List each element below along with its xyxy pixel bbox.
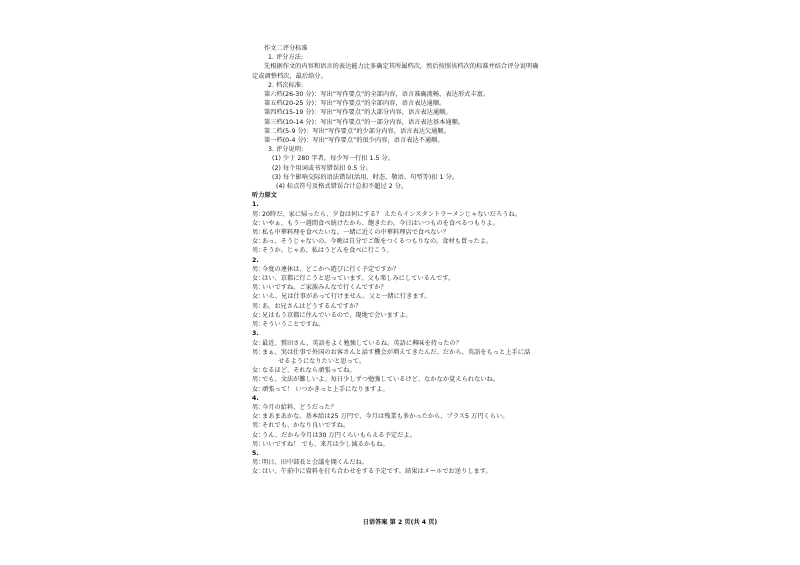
dialogue-text: せるようになりたいと思って。 xyxy=(278,357,366,365)
item-number: 1. xyxy=(252,201,259,209)
speaker-label: 男： xyxy=(252,229,265,237)
dialogue-text: あ、お兄さんはどうするんですか？ xyxy=(262,302,362,310)
dialogue-text: 頑張って！ いつかきっと上手になりますよ。 xyxy=(262,385,389,393)
dialogue-text: はい、京都に行こうと思っています。父も楽しみにしているんです。 xyxy=(262,275,455,283)
speaker-label: 女： xyxy=(252,468,265,476)
dialogue-text: そうか。じゃあ、私はうどんを食べに行こう。 xyxy=(262,247,393,255)
dialogue-line xyxy=(252,265,552,274)
dialogue-line xyxy=(252,339,552,348)
speaker-label: 女： xyxy=(252,385,265,393)
speaker-label: 男： xyxy=(252,210,265,218)
grade-2: 第二档(5-9 分)：写出“写作要点”的少部分内容，语言表达欠通顺。 xyxy=(264,127,450,135)
section-1-body-cont: 定或调整档次，最后给分。 xyxy=(252,72,327,80)
dialogue-text: なるほど、それなら頑張ってね。 xyxy=(262,367,356,375)
speaker-label: 女： xyxy=(252,339,265,347)
section-3-title: 3. 评分说明: xyxy=(268,146,304,154)
speaker-label: 女： xyxy=(252,413,265,421)
grade-3: 第三档(10-14 分)：写出“写作要点”的一部分内容，语言表达基本通顺。 xyxy=(264,118,465,126)
dialogue-text: それでも、かなり良いですね。 xyxy=(262,422,350,430)
speaker-label: 男： xyxy=(252,265,265,273)
grade-5: 第五档(20-25 分)：写出“写作要点”的全部内容，语言表达通顺。 xyxy=(264,100,446,108)
section-1-body: 先根据作文的内容和语言的表达能力比多确定其所属档次，然后按照该档次的标准并结合评分说明确 xyxy=(264,63,539,71)
speaker-label: 女： xyxy=(252,431,265,439)
dialogue-line xyxy=(252,311,552,320)
item-number: 3. xyxy=(252,330,259,338)
dialogue-text: いいですね。ご家族みんなで行くんですか？ xyxy=(262,284,387,292)
dialogue-line xyxy=(252,403,552,412)
dialogue-line xyxy=(252,283,552,292)
section-2-title: 2. 档次标准: xyxy=(268,81,304,89)
speaker-label: 女： xyxy=(252,219,265,227)
speaker-label: 男： xyxy=(252,284,265,292)
dialogue-line xyxy=(252,431,552,440)
dialogue-line xyxy=(252,274,552,283)
dialogue-text: 今度の連休は、どこかへ遊びに行く予定ですか？ xyxy=(262,265,400,273)
dialogue-line xyxy=(252,228,552,237)
dialogue-line xyxy=(252,375,552,384)
dialogue-line xyxy=(252,440,552,449)
dialogue-line xyxy=(252,320,552,329)
dialogue-line xyxy=(252,357,552,366)
dialogue-text: でも、文法が難しいよ。毎日少しずつ勉強しているけど、なかなか覚えられないね。 xyxy=(262,376,500,384)
note-4: (4) 标点符号及格式错误合计总扣不超过 2 分。 xyxy=(276,183,408,191)
speaker-label: 男： xyxy=(252,247,265,255)
dialogue-text: まあまあかな。基本給は25 万円で、今月は残業も多かったから、プラス5 万円くらい。 xyxy=(262,413,509,421)
speaker-label: 男： xyxy=(252,403,265,411)
listening-heading: 听力原文 xyxy=(252,192,277,200)
dialogue-text: いやぁ、もう一週間食べ続けたから、飽きたわ。今日はいつものを食べるつもりよ。 xyxy=(262,219,499,227)
page-footer: 日语答案 第 2 页(共 4 页) xyxy=(362,519,438,526)
dialogue-line xyxy=(252,467,552,476)
speaker-label: 女： xyxy=(252,311,265,319)
dialogue-line xyxy=(252,421,552,430)
speaker-label: 男： xyxy=(252,422,265,430)
section-1-title: 1. 评分方法: xyxy=(268,54,304,62)
speaker-label: 女： xyxy=(252,367,265,375)
dialogue-text: 兄はもう京都に住んでいるので、現地で会いますよ。 xyxy=(262,311,412,319)
grade-4: 第四档(15-19 分)：写出“写作要点”的大部分内容，语言表达通顺。 xyxy=(264,109,452,117)
speaker-label: 男： xyxy=(252,321,265,329)
page-content xyxy=(252,44,552,477)
item-number: 5. xyxy=(252,449,259,457)
speaker-label: 女： xyxy=(252,293,265,301)
dialogue-text: いいですね！ でも、来月は少し減るかもね。 xyxy=(262,440,389,448)
dialogue-text: いえ、兄は仕事があって行けません。父と一緒に行きます。 xyxy=(262,293,431,301)
speaker-label: 男： xyxy=(252,348,265,356)
dialogue-line xyxy=(252,385,552,394)
dialogue-text: 20時だ、家に帰ったら、夕食は何にする？ えたらインスタントラーメンじゃないだろうね。 xyxy=(262,210,521,218)
dialogue-text: 明日、田中部長と会議を開くんだね。 xyxy=(262,459,369,467)
note-1: (1) 少于 280 字者，每少写一行扣 1.5 分。 xyxy=(272,155,395,163)
dialogue-line xyxy=(252,302,552,311)
dialogue-text: うん、だから今月は30 万円くらいもらえる予定だよ。 xyxy=(262,431,416,439)
dialogue-line xyxy=(252,246,552,255)
speaker-label: 男： xyxy=(252,440,265,448)
speaker-label: 男： xyxy=(252,459,265,467)
speaker-label: 男： xyxy=(252,376,265,384)
item-number: 4. xyxy=(252,394,259,402)
dialogue-text: 今月の給料、どうだった？ xyxy=(262,403,337,411)
dialogue-line xyxy=(252,210,552,219)
dialogue-line xyxy=(252,219,552,228)
dialogue-text: まぁ、実は仕事で外国のお客さんと話す機会が増えてきたんだ。だから、英語をもっと上手に話 xyxy=(262,348,531,356)
note-2: (2) 每个用词或书写错误扣 0.5 分。 xyxy=(272,164,372,172)
grade-6: 第六档(26-30 分)：写出“写作要点”的全部内容，语言准确流畅，表达形式丰富。 xyxy=(264,91,490,99)
item-number: 2. xyxy=(252,256,259,264)
dialogue-line xyxy=(252,348,552,357)
dialogue-text: 最近、鷲田さん、英語をよく勉強しているね。英語に興味を持ったの？ xyxy=(262,339,462,347)
speaker-label: 女： xyxy=(252,275,265,283)
speaker-label: 男： xyxy=(252,302,265,310)
dialogue-text: はい、午前中に資料を打ち合わせをする予定です。結果はメールでお送りします。 xyxy=(262,468,492,476)
grade-1: 第一档(0-4 分)：写出“写作要点”的很少内容，语言表达不通顺。 xyxy=(264,137,444,145)
dialogue-text: 私も中華料理を食べたいな。一緒に近くの中華料理店で食べない？ xyxy=(262,229,450,237)
listening-transcript xyxy=(252,200,552,476)
speaker-label: 女： xyxy=(252,238,265,246)
dialogue-line xyxy=(252,412,552,421)
dialogue-line xyxy=(252,237,552,246)
dialogue-text: そういうことですね。 xyxy=(262,321,325,329)
dialogue-line xyxy=(252,292,552,301)
dialogue-line xyxy=(252,366,552,375)
dialogue-text: あっ、そうじゃないの。今晩は自分でご飯をつくるつもりなの。食材も買ったよ。 xyxy=(262,238,493,246)
note-3: (3) 每个影响交际的语法错误(活用、时态、敬语、句型等)扣 1 分。 xyxy=(272,173,459,181)
dialogue-line xyxy=(252,458,552,467)
scoring-title: 作文二评分标准 xyxy=(264,45,308,52)
